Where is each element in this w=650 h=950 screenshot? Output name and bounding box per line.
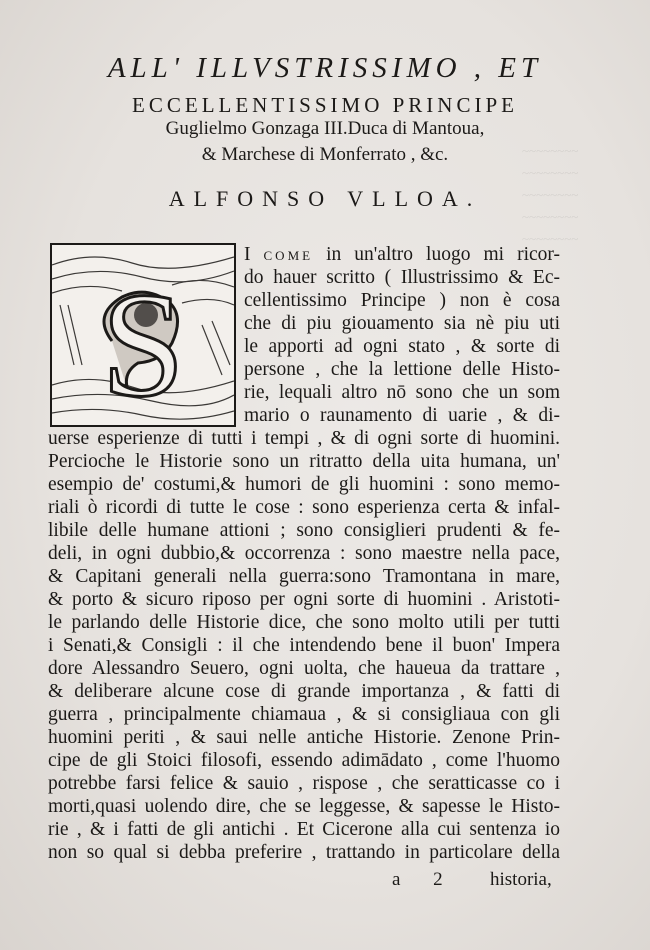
show-through-text: ~~~~~~~~ ~~~~~~~~ ~~~~~~~~ ~~~~~~~~ ~~~~~~~~ (522, 143, 579, 246)
dedication-line-2: ECCELLENTISSIMO PRINCIPE (132, 93, 518, 117)
body-line-2: do hauer scritto ( Illustrissimo & Ec- (244, 267, 560, 288)
body-line-15: & Capitani generali nella guerra:sono Tramontana in mare, (48, 566, 560, 587)
body-line-21: guerra , principalmente chiamaua , & si consigliaua con gli (48, 704, 560, 725)
body-line-27: non so qual si debba preferire , trattando in particolare della (48, 842, 560, 863)
body-line-10: Percioche le Historie sono un ritratto della uita humana, un' (48, 451, 560, 472)
opening-smallcaps: COME (263, 248, 314, 263)
dedication-line-3: Guglielmo Gonzaga III.Duca di Mantoua, (165, 118, 485, 139)
body-line-11: esempio de' costumi,& humori de gli huomini : sono memo- (48, 474, 560, 495)
body-line-4: che di piu giouamento sia nè piu uti (244, 313, 560, 334)
body-line-25: morti,quasi uolendo dire, che se leggesse, & sapesse le Histo- (48, 796, 560, 817)
body-line-1-text: I COME in un'altro luogo mi ricor- (244, 244, 560, 265)
signature-mark: a 2 (392, 869, 457, 890)
body-line-1 (244, 243, 560, 268)
body-line-7: rie, lequali altro nō sono che un som (244, 382, 560, 403)
body-line-12: riali ò ricordi di tutte le cose : sono esperienza certa & infal- (48, 497, 560, 518)
woodcut-initial-s (50, 243, 236, 427)
catchword: historia, (490, 869, 552, 890)
dedication-line-4: & Marchese di Monferrato , &c. (201, 144, 449, 165)
body-line-18: i Senati,& Consigli : il che intendendo bene il buon' Impera (48, 635, 560, 656)
body-line-17: le parlando delle Historie dice, che sono molto utili per tutti (48, 612, 560, 633)
body-line-8: mario o raunamento di uarie , & di- (244, 405, 560, 426)
body-line-16: & porto & sicuro riposo per ogni sorte di huomini . Aristoti- (48, 589, 560, 610)
body-line-20: & deliberare alcune cose di grande importanza , & fatti di (48, 681, 560, 702)
body-line-24: potrebbe farsi felice & sauio , rispose , che seratticasse co i (48, 773, 560, 794)
author-name: ALFONSO VLLOA. (168, 186, 482, 211)
body-line-3: cellentissimo Principe ) non è cosa (244, 290, 560, 311)
body-line-26: rie , & i fatti de gli antichi . Et Cicerone alla cui sentenza io (48, 819, 560, 840)
initial-letter: S (101, 262, 185, 425)
body-line-5: le apporti ad ogni stato , & sorte di (244, 336, 560, 357)
body-line-23: cipe de gli Stoici filosofi, essendo adimādato , come l'huomo (48, 750, 560, 771)
body-line-19: dore Alessandro Seuero, ogni uolta, che haueua da trattare , (48, 658, 560, 679)
body-line-6: persone , che la lettione delle Histo- (244, 359, 560, 380)
dedication-line-1: ALL' ILLVSTRISSIMO , ET (107, 52, 543, 84)
body-line-22: huomini periti , & saui nelle antiche Historie. Zenone Prin- (48, 727, 560, 748)
body-line-9: uerse esperienze di tutti i tempi , & di ogni sorte di huomini. (48, 428, 560, 449)
body-line-13: libile delle humane attioni ; sono consiglieri prudenti & fe- (48, 520, 560, 541)
body-line-14: deli, in ogni dubbio,& occorrenza : sono maestre nella pace, (48, 543, 560, 564)
